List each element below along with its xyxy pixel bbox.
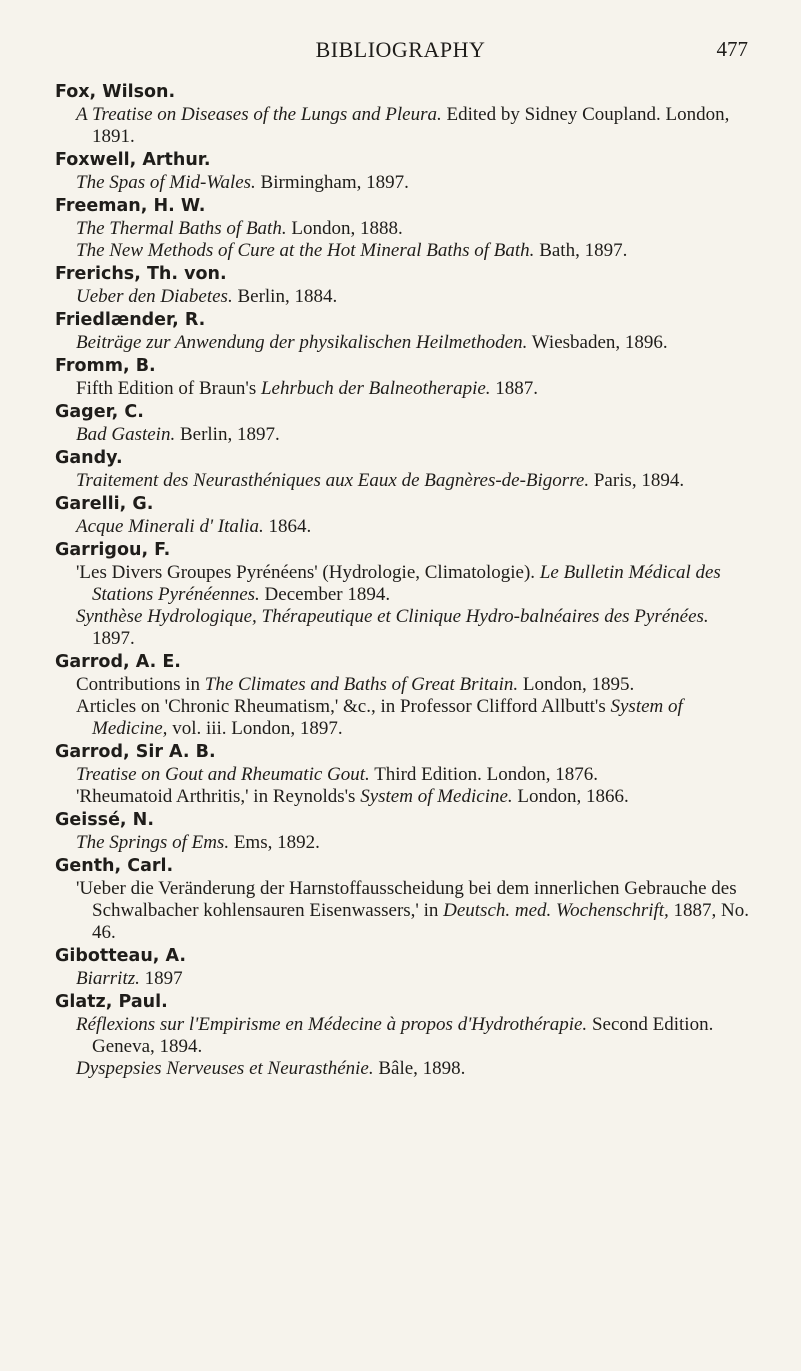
bibliography-entry (55, 308, 755, 354)
entry-author: Foxwell, Arthur. (55, 150, 211, 170)
entry-work (76, 696, 755, 740)
entry-author: Genth, Carl. (55, 856, 174, 876)
work-text: London, 1895. (518, 674, 635, 695)
entry-author: Gibotteau, A. (55, 946, 187, 966)
entry-work (76, 286, 755, 308)
work-text: London, 1888. (286, 218, 403, 239)
work-text: Birmingham, 1897. (255, 172, 409, 193)
work-title: Réflexions sur l'Empirisme en Médecine à propos d'Hydrothérapie. (76, 1014, 588, 1035)
entry-work (76, 378, 755, 400)
running-head-title: BIBLIOGRAPHY (315, 37, 486, 62)
work-title: Deutsch. med. Wochenschrift, (443, 900, 669, 921)
entry-work (76, 1014, 755, 1058)
work-text: Second Edition. Geneva, 1894. (92, 1014, 714, 1057)
entry-work (76, 218, 755, 240)
entry-work (76, 968, 755, 990)
work-text: Wiesbaden, 1896. (527, 332, 668, 353)
entry-work (76, 332, 755, 354)
bibliography-entry (55, 650, 755, 740)
entry-author: Fromm, B. (55, 356, 156, 376)
bibliography-entry (55, 354, 755, 400)
work-text: vol. iii. London, 1897. (167, 718, 343, 739)
work-title: Bad Gastein. (76, 424, 176, 445)
entry-author: Garrod, A. E. (55, 652, 181, 672)
work-title: The Springs of Ems. (76, 832, 230, 853)
work-text: Articles on 'Chronic Rheumatism,' &c., in Professor Clifford Allbutt's (76, 696, 611, 717)
entry-work (76, 104, 755, 148)
entry-work (76, 240, 755, 262)
bibliography-entry (55, 538, 755, 650)
entry-work (76, 674, 755, 696)
work-title: System of Medicine. (360, 786, 513, 807)
work-title: Acque Minerali d' Italia. (76, 516, 264, 537)
bibliography-entry (55, 262, 755, 308)
entry-work (76, 562, 755, 606)
work-text: 1897. (92, 628, 135, 649)
bibliography-entries (55, 80, 755, 1080)
entry-author: Garrod, Sir A. B. (55, 742, 216, 762)
work-title: Synthèse Hydrologique, Thérapeutique et Clinique Hydro-balnéaires des Pyrénées. (76, 606, 709, 627)
entry-author: Gandy. (55, 448, 123, 468)
bibliography-entry (55, 944, 755, 990)
entry-work (76, 1058, 755, 1080)
work-title: Beiträge zur Anwendung der physikalischen Heilmethoden. (76, 332, 528, 353)
work-text: 'Rheumatoid Arthritis,' in Reynolds's (76, 786, 361, 807)
work-text: 'Les Divers Groupes Pyrénéens' (Hydrologie, Climatologie). (76, 562, 540, 583)
page-number: 477 (716, 37, 748, 61)
work-text: Contributions in (76, 674, 205, 695)
bibliography-entry (55, 148, 755, 194)
work-text: Fifth Edition of Braun's (76, 378, 261, 399)
entry-author: Frerichs, Th. von. (55, 264, 227, 284)
entry-author: Freeman, H. W. (55, 196, 206, 216)
entry-work (76, 786, 755, 808)
entry-author: Gager, C. (55, 402, 144, 422)
work-title: The Climates and Baths of Great Britain. (204, 674, 519, 695)
work-text: Bâle, 1898. (373, 1058, 466, 1079)
bibliography-entry (55, 194, 755, 262)
bibliography-entry (55, 400, 755, 446)
work-title: Treatise on Gout and Rheumatic Gout. (76, 764, 370, 785)
bibliography-entry (55, 492, 755, 538)
entry-author: Geissé, N. (55, 810, 154, 830)
work-title: Lehrbuch der Balneotherapie. (260, 378, 491, 399)
entry-author: Garelli, G. (55, 494, 154, 514)
work-title: Ueber den Diabetes. (76, 286, 233, 307)
work-text: Berlin, 1884. (232, 286, 338, 307)
work-title: Le Bulletin Médical des Stations Pyrénéennes. (92, 562, 721, 605)
bibliography-entry (55, 990, 755, 1080)
entry-author: Garrigou, F. (55, 540, 171, 560)
entry-work (76, 470, 755, 492)
work-title: Dyspepsies Nerveuses et Neurasthénie. (76, 1058, 374, 1079)
entry-work (76, 878, 755, 944)
entry-work (76, 606, 755, 650)
work-title: Traitement des Neurasthéniques aux Eaux de Bagnères-de-Bigorre. (76, 470, 590, 491)
entry-work (76, 832, 755, 854)
entry-work (76, 516, 755, 538)
work-text: Paris, 1894. (589, 470, 685, 491)
work-text: Berlin, 1897. (175, 424, 280, 445)
bibliography-entry (55, 80, 755, 148)
work-title: The New Methods of Cure at the Hot Mineral Baths of Bath. (76, 240, 535, 261)
work-title: The Spas of Mid-Wales. (76, 172, 256, 193)
work-title: A Treatise on Diseases of the Lungs and Pleura. (76, 104, 442, 125)
entry-author: Friedlænder, R. (55, 310, 206, 330)
running-head (0, 33, 801, 63)
entry-author: Fox, Wilson. (55, 82, 176, 102)
work-text: London, 1866. (512, 786, 629, 807)
work-text: 1887, No. 46. (92, 900, 750, 943)
bibliography-entry (55, 808, 755, 854)
work-text: 1887. (490, 378, 539, 399)
work-text: Ems, 1892. (229, 832, 320, 853)
work-text: Third Edition. London, 1876. (369, 764, 598, 785)
entry-work (76, 172, 755, 194)
work-title: Biarritz. (76, 968, 140, 989)
entry-work (76, 764, 755, 786)
work-text: December 1894. (259, 584, 391, 605)
work-title: The Thermal Baths of Bath. (76, 218, 287, 239)
bibliography-entry (55, 854, 755, 944)
work-title: System of Medicine, (92, 696, 683, 739)
work-text: Edited by Sidney Coupland. London, 1891. (92, 104, 730, 147)
bibliography-entry (55, 446, 755, 492)
work-text: 'Ueber die Veränderung der Harnstoffausscheidung bei dem innerlichen Gebrauche des Schwalbacher kohlensauren Eisenwassers,' in (76, 878, 737, 921)
work-text: 1897 (139, 968, 183, 989)
bibliography-entry (55, 740, 755, 808)
work-text: Bath, 1897. (534, 240, 628, 261)
work-text: 1864. (263, 516, 312, 537)
entry-work (76, 424, 755, 446)
entry-author: Glatz, Paul. (55, 992, 168, 1012)
